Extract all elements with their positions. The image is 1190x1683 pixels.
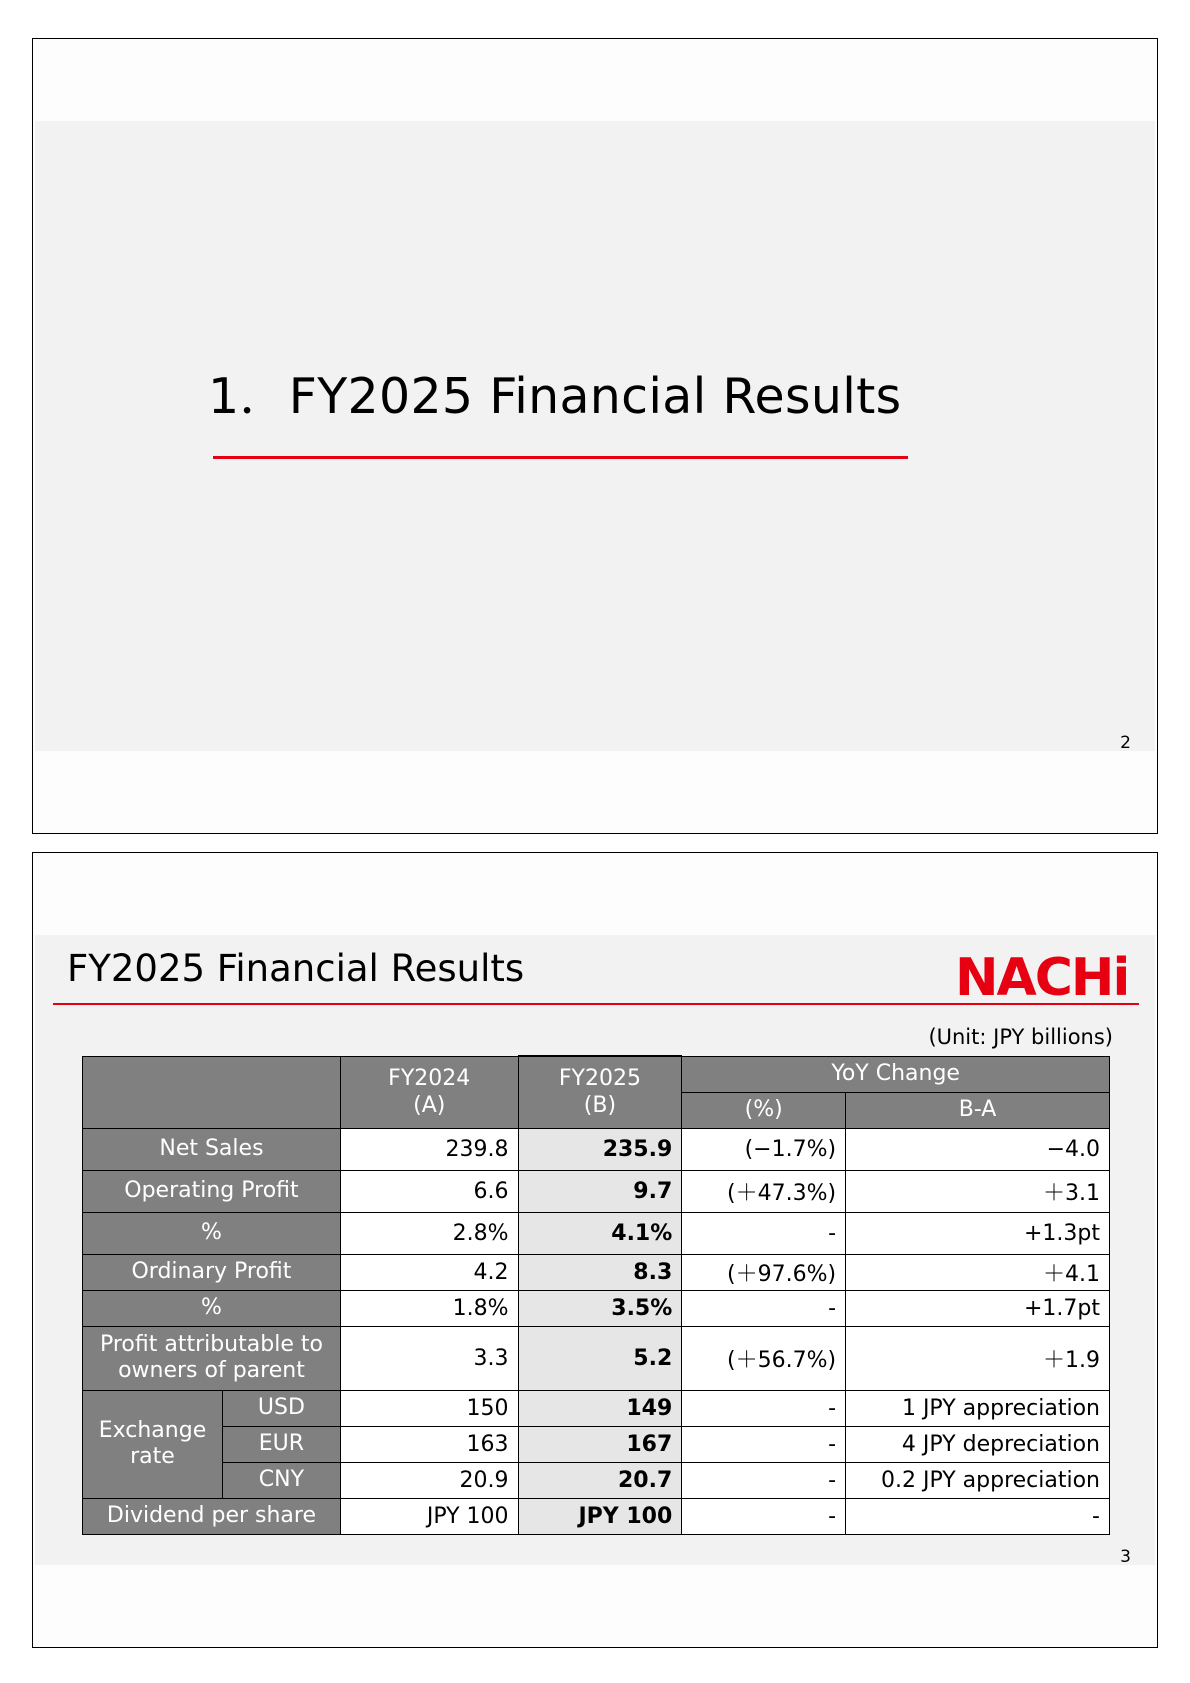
currency-label: CNY — [222, 1462, 340, 1498]
cell-fy2025: JPY 100 — [518, 1498, 682, 1534]
slide-page-3 — [32, 852, 1158, 1648]
cell-yoy-diff: ＋4.1 — [846, 1254, 1110, 1290]
table-row — [83, 1426, 1110, 1462]
slide-page-2 — [32, 38, 1158, 834]
cell-yoy-diff: ＋1.9 — [846, 1326, 1110, 1390]
cell-fy2025: 235.9 — [518, 1128, 682, 1170]
cell-yoy-diff: 0.2 JPY appreciation — [846, 1462, 1110, 1498]
row-label: Operating Profit — [83, 1170, 341, 1212]
nachi-logo-text: NACHi — [955, 948, 1129, 1001]
slide-3-canvas — [35, 935, 1155, 1565]
table-row — [83, 1128, 1110, 1170]
nachi-logo — [955, 945, 1133, 1001]
cell-fy2025: 20.7 — [518, 1462, 682, 1498]
cell-yoy-diff: - — [846, 1498, 1110, 1534]
cell-fy2025: 4.1% — [518, 1212, 682, 1254]
cell-fy2025: 149 — [518, 1390, 682, 1426]
table-row — [83, 1290, 1110, 1326]
cell-yoy-pct: - — [682, 1498, 846, 1534]
header-blank — [83, 1056, 341, 1128]
cell-yoy-pct: - — [682, 1212, 846, 1254]
cell-fy2024: 4.2 — [340, 1254, 518, 1290]
table-row — [83, 1254, 1110, 1290]
row-label: % — [83, 1290, 341, 1326]
cell-yoy-pct: (−1.7%) — [682, 1128, 846, 1170]
cell-yoy-pct: - — [682, 1390, 846, 1426]
cell-fy2024: JPY 100 — [340, 1498, 518, 1534]
cell-yoy-pct: (＋47.3%) — [682, 1170, 846, 1212]
row-label: Ordinary Profit — [83, 1254, 341, 1290]
section-title: 1．FY2025 Financial Results — [208, 368, 902, 425]
cell-fy2025: 8.3 — [518, 1254, 682, 1290]
financial-results-table — [82, 1055, 1110, 1535]
table-row — [83, 1212, 1110, 1254]
header-yoy-diff: B-A — [846, 1092, 1110, 1128]
cell-yoy-diff: 1 JPY appreciation — [846, 1390, 1110, 1426]
page-number: 2 — [1120, 733, 1131, 753]
cell-yoy-diff: +1.7pt — [846, 1290, 1110, 1326]
currency-label: USD — [222, 1390, 340, 1426]
cell-yoy-pct: - — [682, 1426, 846, 1462]
table-row — [83, 1170, 1110, 1212]
cell-fy2025: 3.5% — [518, 1290, 682, 1326]
cell-fy2025: 9.7 — [518, 1170, 682, 1212]
row-label: Net Sales — [83, 1128, 341, 1170]
page-number: 3 — [1120, 1547, 1131, 1567]
table-row — [83, 1390, 1110, 1426]
title-rule — [53, 1003, 1139, 1005]
cell-fy2024: 239.8 — [340, 1128, 518, 1170]
cell-yoy-diff: ＋3.1 — [846, 1170, 1110, 1212]
cell-yoy-diff: −4.0 — [846, 1128, 1110, 1170]
row-label: Dividend per share — [83, 1498, 341, 1534]
header-yoy-pct: (%) — [682, 1092, 846, 1128]
currency-label: EUR — [222, 1426, 340, 1462]
cell-fy2025: 167 — [518, 1426, 682, 1462]
cell-yoy-pct: - — [682, 1462, 846, 1498]
header-fy2025: FY2025 (B) — [518, 1056, 682, 1128]
cell-fy2024: 2.8% — [340, 1212, 518, 1254]
unit-note: (Unit: JPY billions) — [928, 1025, 1113, 1049]
cell-fy2024: 6.6 — [340, 1170, 518, 1212]
exchange-rate-label: Exchange rate — [83, 1390, 223, 1498]
cell-yoy-diff: +1.3pt — [846, 1212, 1110, 1254]
cell-yoy-pct: (＋97.6%) — [682, 1254, 846, 1290]
cell-fy2024: 163 — [340, 1426, 518, 1462]
header-yoy-change: YoY Change — [682, 1056, 1110, 1092]
slide-2-canvas — [35, 121, 1155, 751]
header-fy2024: FY2024 (A) — [340, 1056, 518, 1128]
row-label: % — [83, 1212, 341, 1254]
table-header-row — [83, 1056, 1110, 1092]
cell-yoy-pct: (＋56.7%) — [682, 1326, 846, 1390]
table-row — [83, 1462, 1110, 1498]
table-row — [83, 1326, 1110, 1390]
cell-yoy-pct: - — [682, 1290, 846, 1326]
cell-fy2024: 3.3 — [340, 1326, 518, 1390]
cell-fy2025: 5.2 — [518, 1326, 682, 1390]
slide-title: FY2025 Financial Results — [67, 947, 525, 990]
cell-fy2024: 150 — [340, 1390, 518, 1426]
cell-fy2024: 1.8% — [340, 1290, 518, 1326]
table-row — [83, 1498, 1110, 1534]
row-label: Profit attributable to owners of parent — [83, 1326, 341, 1390]
section-title-underline — [213, 456, 908, 459]
cell-fy2024: 20.9 — [340, 1462, 518, 1498]
cell-yoy-diff: 4 JPY depreciation — [846, 1426, 1110, 1462]
